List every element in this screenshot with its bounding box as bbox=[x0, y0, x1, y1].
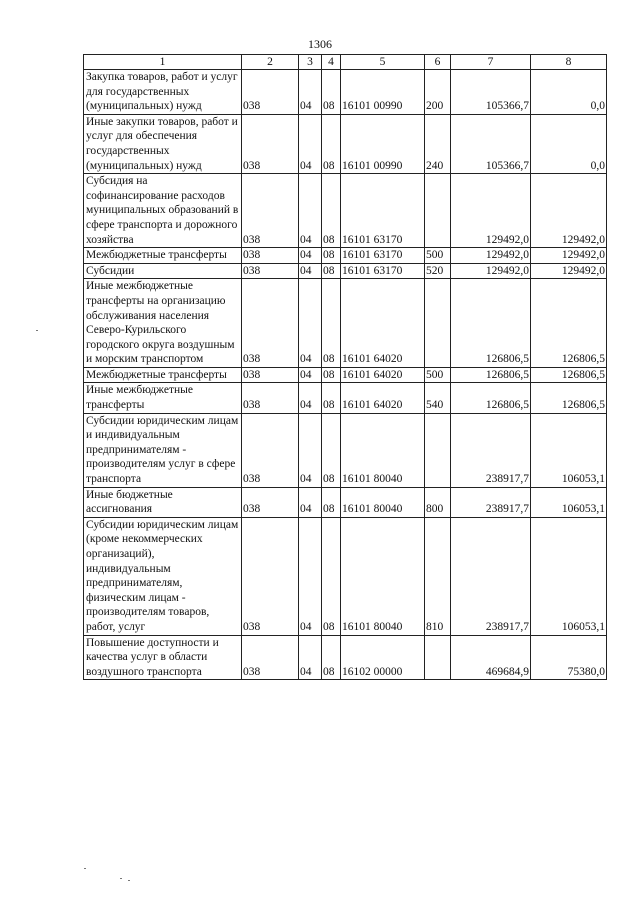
cell-name: Иные закупки товаров, работ и услуг для обеспечения государственных (муниципальных) нужд bbox=[84, 114, 242, 173]
cell-amount-2: 106053,1 bbox=[531, 413, 607, 487]
scan-speck bbox=[36, 330, 38, 331]
header-cell: 6 bbox=[425, 55, 451, 70]
cell-target-code: 16101 63170 bbox=[341, 263, 425, 279]
scan-speck bbox=[128, 880, 130, 881]
cell-section: 04 bbox=[299, 70, 322, 115]
cell-subsection: 08 bbox=[322, 517, 341, 635]
table-row bbox=[84, 487, 607, 517]
scan-speck bbox=[120, 878, 122, 879]
cell-amount-1: 238917,7 bbox=[451, 517, 531, 635]
table-row bbox=[84, 174, 607, 248]
header-cell: 2 bbox=[242, 55, 299, 70]
cell-subsection: 08 bbox=[322, 263, 341, 279]
cell-section: 04 bbox=[299, 487, 322, 517]
cell-amount-1: 105366,7 bbox=[451, 70, 531, 115]
budget-table bbox=[83, 54, 607, 680]
cell-expense-type: 500 bbox=[425, 367, 451, 383]
cell-subsection: 08 bbox=[322, 279, 341, 368]
cell-grbs: 038 bbox=[242, 517, 299, 635]
cell-amount-1: 126806,5 bbox=[451, 383, 531, 413]
cell-amount-1: 238917,7 bbox=[451, 413, 531, 487]
cell-amount-1: 105366,7 bbox=[451, 114, 531, 173]
cell-target-code: 16101 80040 bbox=[341, 413, 425, 487]
cell-subsection: 08 bbox=[322, 248, 341, 264]
cell-grbs: 038 bbox=[242, 487, 299, 517]
cell-subsection: 08 bbox=[322, 635, 341, 680]
cell-grbs: 038 bbox=[242, 114, 299, 173]
cell-name: Иные межбюджетные трансферты на организацию обслуживания населения Северо-Курильского городского округа воздушным и морским транспортом bbox=[84, 279, 242, 368]
cell-target-code: 16101 63170 bbox=[341, 174, 425, 248]
header-cell: 8 bbox=[531, 55, 607, 70]
cell-amount-2: 0,0 bbox=[531, 70, 607, 115]
cell-expense-type bbox=[425, 174, 451, 248]
cell-amount-2: 129492,0 bbox=[531, 263, 607, 279]
cell-target-code: 16102 00000 bbox=[341, 635, 425, 680]
cell-amount-1: 126806,5 bbox=[451, 279, 531, 368]
table-row bbox=[84, 70, 607, 115]
cell-amount-2: 126806,5 bbox=[531, 279, 607, 368]
cell-target-code: 16101 64020 bbox=[341, 367, 425, 383]
cell-name: Межбюджетные трансферты bbox=[84, 248, 242, 264]
table-row bbox=[84, 367, 607, 383]
cell-expense-type: 810 bbox=[425, 517, 451, 635]
cell-expense-type: 200 bbox=[425, 70, 451, 115]
cell-amount-2: 106053,1 bbox=[531, 517, 607, 635]
cell-grbs: 038 bbox=[242, 367, 299, 383]
cell-amount-1: 238917,7 bbox=[451, 487, 531, 517]
cell-amount-2: 129492,0 bbox=[531, 248, 607, 264]
cell-subsection: 08 bbox=[322, 174, 341, 248]
cell-target-code: 16101 80040 bbox=[341, 517, 425, 635]
cell-amount-2: 129492,0 bbox=[531, 174, 607, 248]
cell-section: 04 bbox=[299, 279, 322, 368]
header-cell: 7 bbox=[451, 55, 531, 70]
cell-section: 04 bbox=[299, 635, 322, 680]
cell-grbs: 038 bbox=[242, 248, 299, 264]
header-cell: 4 bbox=[322, 55, 341, 70]
cell-section: 04 bbox=[299, 383, 322, 413]
cell-amount-1: 129492,0 bbox=[451, 174, 531, 248]
cell-name: Межбюджетные трансферты bbox=[84, 367, 242, 383]
scan-speck bbox=[84, 868, 86, 869]
cell-amount-1: 129492,0 bbox=[451, 248, 531, 264]
table-row bbox=[84, 413, 607, 487]
cell-amount-1: 129492,0 bbox=[451, 263, 531, 279]
cell-name: Субсидии юридическим лицам (кроме некоммерческих организаций), индивидуальным предпринимателям, физическим лицам - производителям товаров, работ, услуг bbox=[84, 517, 242, 635]
cell-grbs: 038 bbox=[242, 174, 299, 248]
cell-section: 04 bbox=[299, 517, 322, 635]
table-row bbox=[84, 114, 607, 173]
cell-amount-1: 126806,5 bbox=[451, 367, 531, 383]
header-cell: 3 bbox=[299, 55, 322, 70]
cell-amount-2: 106053,1 bbox=[531, 487, 607, 517]
cell-target-code: 16101 00990 bbox=[341, 114, 425, 173]
cell-section: 04 bbox=[299, 114, 322, 173]
cell-name: Субсидии bbox=[84, 263, 242, 279]
cell-name: Субсидии юридическим лицам и индивидуальным предпринимателям - производителям услуг в сфере транспорта bbox=[84, 413, 242, 487]
cell-grbs: 038 bbox=[242, 635, 299, 680]
cell-expense-type: 540 bbox=[425, 383, 451, 413]
cell-subsection: 08 bbox=[322, 367, 341, 383]
cell-amount-1: 469684,9 bbox=[451, 635, 531, 680]
cell-target-code: 16101 80040 bbox=[341, 487, 425, 517]
cell-grbs: 038 bbox=[242, 263, 299, 279]
cell-expense-type: 800 bbox=[425, 487, 451, 517]
cell-amount-2: 126806,5 bbox=[531, 383, 607, 413]
cell-amount-2: 0,0 bbox=[531, 114, 607, 173]
cell-expense-type: 520 bbox=[425, 263, 451, 279]
cell-subsection: 08 bbox=[322, 413, 341, 487]
cell-section: 04 bbox=[299, 248, 322, 264]
cell-section: 04 bbox=[299, 174, 322, 248]
cell-subsection: 08 bbox=[322, 487, 341, 517]
cell-name: Закупка товаров, работ и услуг для государственных (муниципальных) нужд bbox=[84, 70, 242, 115]
cell-target-code: 16101 64020 bbox=[341, 279, 425, 368]
cell-expense-type bbox=[425, 635, 451, 680]
cell-name: Повышение доступности и качества услуг в области воздушного транспорта bbox=[84, 635, 242, 680]
cell-name: Иные межбюджетные трансферты bbox=[84, 383, 242, 413]
cell-grbs: 038 bbox=[242, 383, 299, 413]
cell-grbs: 038 bbox=[242, 279, 299, 368]
table-row bbox=[84, 517, 607, 635]
cell-expense-type: 500 bbox=[425, 248, 451, 264]
cell-target-code: 16101 00990 bbox=[341, 70, 425, 115]
cell-section: 04 bbox=[299, 413, 322, 487]
table-row bbox=[84, 279, 607, 368]
cell-amount-2: 75380,0 bbox=[531, 635, 607, 680]
table-row bbox=[84, 635, 607, 680]
page-number: 1306 bbox=[308, 37, 332, 51]
cell-name: Субсидия на софинансирование расходов муниципальных образований в сфере транспорта и дорожного хозяйства bbox=[84, 174, 242, 248]
header-row bbox=[84, 55, 607, 70]
cell-expense-type bbox=[425, 279, 451, 368]
table-row bbox=[84, 383, 607, 413]
cell-amount-2: 126806,5 bbox=[531, 367, 607, 383]
cell-target-code: 16101 63170 bbox=[341, 248, 425, 264]
table-row bbox=[84, 263, 607, 279]
cell-grbs: 038 bbox=[242, 413, 299, 487]
header-cell: 1 bbox=[84, 55, 242, 70]
cell-section: 04 bbox=[299, 367, 322, 383]
cell-section: 04 bbox=[299, 263, 322, 279]
cell-expense-type: 240 bbox=[425, 114, 451, 173]
table-row bbox=[84, 248, 607, 264]
cell-name: Иные бюджетные ассигнования bbox=[84, 487, 242, 517]
cell-grbs: 038 bbox=[242, 70, 299, 115]
cell-target-code: 16101 64020 bbox=[341, 383, 425, 413]
cell-subsection: 08 bbox=[322, 114, 341, 173]
cell-subsection: 08 bbox=[322, 70, 341, 115]
cell-expense-type bbox=[425, 413, 451, 487]
header-cell: 5 bbox=[341, 55, 425, 70]
cell-subsection: 08 bbox=[322, 383, 341, 413]
table-body bbox=[84, 55, 607, 680]
